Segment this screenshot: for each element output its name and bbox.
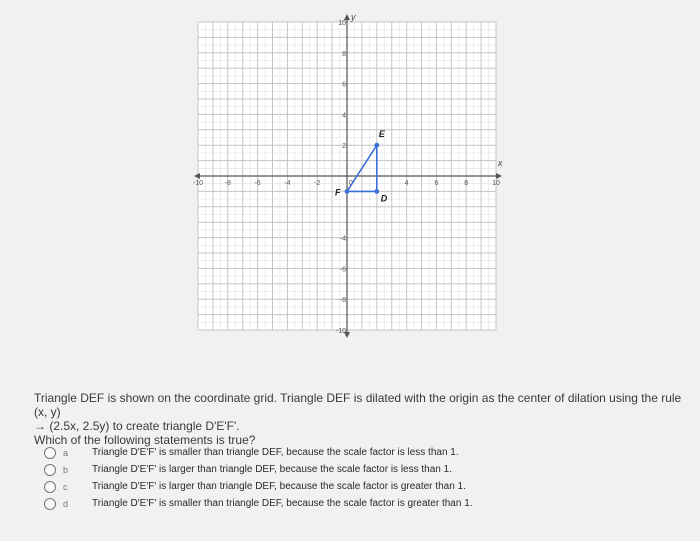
option-c[interactable] <box>44 480 684 496</box>
vertex-label-e: E <box>378 129 385 140</box>
x-tick-label: 8 <box>464 180 469 187</box>
coordinate-grid <box>192 12 504 342</box>
radio-option-a[interactable] <box>44 447 56 459</box>
y-tick-label: 4 <box>342 112 346 120</box>
y-tick-label: -8 <box>339 297 346 305</box>
option-text[interactable]: Triangle D'E'F' is larger than triangle DEF, because the scale factor is less than 1. <box>92 464 452 475</box>
question-line-1: Triangle DEF is shown on the coordinate grid. Triangle DEF is dilated with the origin as the center of dilation using the rule (x, y) <box>34 391 682 419</box>
x-tick-label: -8 <box>224 180 231 187</box>
y-axis-label: y <box>351 12 356 22</box>
x-tick-label: -2 <box>314 180 321 187</box>
vertex-point-d <box>374 189 379 194</box>
radio-option-c[interactable] <box>44 481 56 493</box>
option-text[interactable]: Triangle D'E'F' is smaller than triangle DEF, because the scale factor is less than 1. <box>92 447 459 458</box>
y-tick-label: 10 <box>338 20 346 27</box>
vertex-label-d: D <box>380 193 388 204</box>
question-text <box>34 391 684 447</box>
y-tick-label: 6 <box>342 81 346 89</box>
option-a[interactable] <box>44 446 684 462</box>
y-tick-label: 8 <box>342 50 346 58</box>
option-letter: b <box>63 465 69 475</box>
radio-option-b[interactable] <box>44 464 56 476</box>
option-letter: a <box>63 448 69 458</box>
question-line-2: → (2.5x, 2.5y) to create triangle D'E'F'. <box>34 419 240 433</box>
answer-options <box>44 446 684 514</box>
x-tick-label: -4 <box>284 180 291 187</box>
grid-plot <box>192 12 504 342</box>
y-tick-label: -6 <box>339 266 346 274</box>
vertex-point-e <box>374 143 379 148</box>
y-tick-label: -10 <box>335 328 346 335</box>
x-tick-label: 0 <box>349 180 353 187</box>
question-line-3: Which of the following statements is true? <box>34 433 256 447</box>
option-text[interactable]: Triangle D'E'F' is larger than triangle DEF, because the scale factor is greater than 1. <box>92 481 466 492</box>
x-tick-label: 4 <box>404 180 409 187</box>
option-b[interactable] <box>44 463 684 479</box>
x-axis-label: x <box>498 158 503 168</box>
option-letter: c <box>63 482 68 492</box>
x-axis-arrow-left <box>194 173 200 179</box>
x-tick-label: -6 <box>254 180 261 187</box>
y-tick-label: -4 <box>339 235 346 243</box>
radio-option-d[interactable] <box>44 498 56 510</box>
x-tick-label: 10 <box>492 180 500 187</box>
x-axis-arrow-right <box>496 173 502 179</box>
vertex-point-f <box>345 189 350 194</box>
vertex-label-f: F <box>335 187 341 198</box>
y-tick-label: 2 <box>342 143 346 151</box>
x-tick-label: -10 <box>192 180 204 187</box>
option-text[interactable]: Triangle D'E'F' is smaller than triangle DEF, because the scale factor is greater than 1. <box>92 498 473 509</box>
option-letter: d <box>63 499 69 509</box>
option-d[interactable] <box>44 497 684 513</box>
x-tick-label: 6 <box>434 180 439 187</box>
